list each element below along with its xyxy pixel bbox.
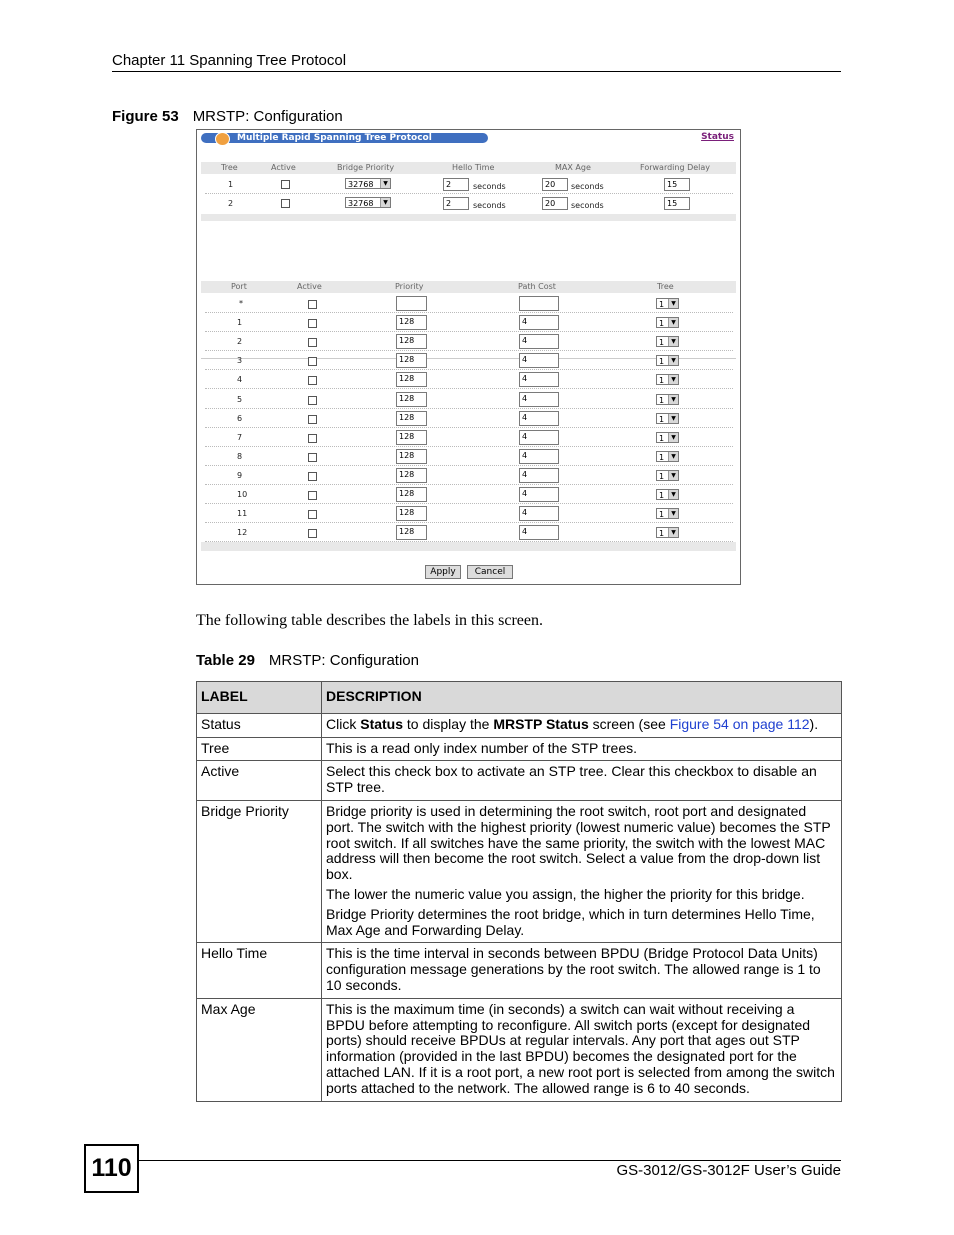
tree-active-checkbox[interactable] (281, 199, 290, 208)
hello-seconds-label: seconds (473, 182, 506, 191)
port-col-header-active: Active (297, 282, 322, 291)
forwarding-delay-input[interactable]: 15 (664, 197, 690, 210)
row-label: Tree (197, 737, 322, 761)
chevron-down-icon: ▼ (668, 509, 678, 518)
chevron-down-icon: ▼ (668, 318, 678, 327)
row-divider (205, 388, 733, 389)
max-age-input[interactable]: 20 (542, 178, 568, 191)
chevron-down-icon: ▼ (668, 433, 678, 442)
figure-54-link[interactable]: Figure 54 on page 112 (669, 715, 810, 732)
row-description: Click Status to display the MRSTP Status screen (see Figure 54 on page 112). (322, 713, 842, 737)
port-tree-select[interactable]: 1 ▼ (656, 374, 679, 385)
port-number: 5 (237, 394, 243, 404)
row-label: Hello Time (197, 943, 322, 998)
path-cost-input[interactable]: 4 (519, 525, 559, 540)
port-number: 7 (237, 432, 243, 442)
port-active-checkbox[interactable] (308, 396, 317, 405)
port-tree-select[interactable]: 1 ▼ (656, 394, 679, 405)
port-priority-input[interactable]: 128 (396, 372, 427, 387)
row-divider (205, 369, 733, 370)
port-priority-input[interactable]: 128 (396, 430, 427, 445)
port-active-checkbox[interactable] (308, 491, 317, 500)
port-number: 8 (237, 451, 243, 461)
screen-title-bar (201, 133, 488, 143)
path-cost-input[interactable]: 4 (519, 353, 559, 368)
port-priority-input[interactable]: 128 (396, 449, 427, 464)
table-label: Table 29 (196, 652, 255, 669)
chevron-down-icon: ▼ (668, 452, 678, 461)
page-number: 110 (84, 1144, 139, 1193)
port-priority-input[interactable]: 128 (396, 411, 427, 426)
port-tree-select[interactable]: 1 ▼ (656, 451, 679, 462)
chevron-down-icon: ▼ (668, 395, 678, 404)
path-cost-input[interactable]: 4 (519, 487, 559, 502)
port-number: 1 (237, 318, 243, 328)
max-age-seconds-label: seconds (571, 201, 604, 210)
port-tree-select[interactable]: 1 ▼ (656, 413, 679, 424)
screen-title: Multiple Rapid Spanning Tree Protocol (237, 133, 432, 143)
port-number: 2 (237, 337, 243, 347)
port-tree-select[interactable]: 1 ▼ (656, 489, 679, 500)
table-row (197, 800, 842, 942)
table-title: MRSTP: Configuration (268, 652, 419, 669)
row-divider (205, 312, 733, 313)
port-priority-input[interactable]: 128 (396, 525, 427, 540)
port-active-checkbox[interactable] (308, 357, 317, 366)
tree-col-header-forwarding-delay: Forwarding Delay (640, 163, 711, 172)
row-description: Select this check box to activate an STP tree. Clear this checkbox to disable an STP tree. (322, 761, 842, 801)
port-priority-input[interactable]: 128 (396, 506, 427, 521)
path-cost-input[interactable]: 4 (519, 430, 559, 445)
tree-col-header-active: Active (271, 163, 296, 172)
chevron-down-icon: ▼ (668, 356, 678, 365)
port-col-header-priority: Priority (395, 282, 424, 291)
tree-active-checkbox[interactable] (281, 180, 290, 189)
forwarding-delay-input[interactable]: 15 (664, 178, 690, 191)
tree-col-header-hello-time: Hello Time (452, 163, 495, 172)
chevron-down-icon: ▼ (668, 414, 678, 423)
port-priority-input[interactable]: 128 (396, 487, 427, 502)
port-tree-select[interactable]: 1 ▼ (656, 527, 679, 538)
port-tree-select[interactable]: 1 ▼ (656, 508, 679, 519)
chevron-down-icon: ▼ (668, 375, 678, 384)
label-description-table (196, 681, 842, 1102)
port-priority-input[interactable]: 128 (396, 353, 427, 368)
port-active-checkbox[interactable] (308, 453, 317, 462)
port-tree-select[interactable]: 1 ▼ (656, 355, 679, 366)
row-divider (205, 484, 733, 485)
bridge-priority-select[interactable]: 32768 ▼ (345, 178, 391, 189)
port-active-checkbox[interactable] (308, 319, 317, 328)
port-active-checkbox[interactable] (308, 415, 317, 424)
tree-index: 1 (228, 180, 234, 189)
hello-time-input[interactable]: 2 (443, 178, 469, 191)
table-header-row (197, 682, 842, 714)
path-cost-input[interactable] (519, 296, 559, 311)
header-rule (112, 71, 841, 72)
description-column-header: DESCRIPTION (322, 682, 842, 714)
max-age-input[interactable]: 20 (542, 197, 568, 210)
chevron-down-icon: ▼ (668, 337, 678, 346)
port-col-header-path-cost: Path Cost (518, 282, 556, 291)
port-active-checkbox[interactable] (308, 529, 317, 538)
chevron-down-icon: ▼ (668, 528, 678, 537)
guide-title: GS-3012/GS-3012F User’s Guide (616, 1162, 841, 1179)
figure-caption (112, 108, 343, 125)
port-footer-bar (201, 542, 736, 551)
port-number: * (239, 299, 243, 308)
port-col-header-port: Port (231, 282, 247, 291)
table-caption (196, 652, 419, 669)
row-divider (205, 427, 733, 428)
row-divider (205, 331, 733, 332)
mrstp-config-screenshot (196, 129, 741, 585)
port-header-bar (201, 281, 736, 293)
chevron-down-icon: ▼ (668, 471, 678, 480)
port-tree-select[interactable]: 1 ▼ (656, 317, 679, 328)
row-divider (205, 465, 733, 466)
row-divider (205, 503, 733, 504)
port-active-checkbox[interactable] (308, 376, 317, 385)
port-priority-input[interactable] (396, 296, 427, 311)
tree-col-header-max-age: MAX Age (555, 163, 591, 172)
port-number: 9 (237, 470, 243, 480)
tree-index: 2 (228, 199, 234, 208)
port-number: 11 (237, 509, 248, 519)
port-active-checkbox[interactable] (308, 472, 317, 481)
port-tree-select[interactable]: 1 ▼ (656, 470, 679, 481)
table-row (197, 737, 842, 761)
port-tree-select[interactable]: 1 ▼ (656, 336, 679, 347)
lead-text: The following table describes the labels in this screen. (196, 612, 544, 629)
port-priority-input[interactable]: 128 (396, 468, 427, 483)
port-tree-select[interactable]: 1 ▼ (656, 432, 679, 443)
hello-seconds-label: seconds (473, 201, 506, 210)
path-cost-input[interactable]: 4 (519, 468, 559, 483)
path-cost-input[interactable]: 4 (519, 315, 559, 330)
port-tree-select[interactable]: 1 ▼ (656, 298, 679, 309)
apply-button[interactable]: Apply (425, 565, 461, 579)
port-col-header-tree: Tree (657, 282, 674, 291)
table-row (197, 761, 842, 801)
title-bullet-icon (215, 132, 230, 146)
row-description: This is the maximum time (in seconds) a switch can wait without receiving a BPDU before attempting to reconfigure. All switch ports (except for designated ports) should receive BPDUs at regular intervals. Any port that ages out STP information (provided in the last BPDU) becomes the designated port for the attached LAN. If it is a root port, a new root port is selected from among the switch ports attached to the network. The allowed range is 6 to 40 seconds. (322, 998, 842, 1101)
port-active-checkbox[interactable] (308, 510, 317, 519)
tree-footer-bar (201, 214, 736, 221)
table-row (197, 943, 842, 998)
path-cost-input[interactable]: 4 (519, 506, 559, 521)
row-divider (205, 350, 733, 351)
port-active-checkbox[interactable] (308, 300, 317, 309)
path-cost-input[interactable]: 4 (519, 334, 559, 349)
path-cost-input[interactable]: 4 (519, 449, 559, 464)
table-row (197, 998, 842, 1101)
path-cost-input[interactable]: 4 (519, 372, 559, 387)
tree-col-header-bridge-priority: Bridge Priority (337, 163, 395, 172)
figure-label: Figure 53 (112, 108, 179, 125)
port-number: 3 (237, 356, 243, 366)
port-priority-input[interactable]: 128 (396, 392, 427, 407)
port-number: 4 (237, 375, 243, 385)
max-age-seconds-label: seconds (571, 182, 604, 191)
port-number: 10 (237, 490, 248, 499)
row-divider (205, 193, 733, 194)
tree-col-header-tree: Tree (221, 163, 238, 172)
port-active-checkbox[interactable] (308, 338, 317, 347)
row-description: This is a read only index number of the STP trees. (322, 737, 842, 761)
row-label: Status (197, 713, 322, 737)
chapter-header: Chapter 11 Spanning Tree Protocol (112, 52, 347, 69)
chevron-down-icon: ▼ (668, 490, 678, 499)
status-link[interactable]: Status (701, 132, 734, 142)
label-column-header: LABEL (197, 682, 322, 714)
row-description: Bridge priority is used in determining the root switch, root port and designated port. The switch with the highest priority (lowest numeric value) becomes the STP root switch. If all switches have the same priority, the switch with the lowest MAC address will then become the root switch. Select a value from the drop-down list box. The lower the numeric value you assign, the higher the priority for this bridge. Bridge Priority determines the root bridge, which in turn determines Hello Time, Max Age and Forwarding Delay. (322, 800, 842, 942)
port-priority-input[interactable]: 128 (396, 334, 427, 349)
row-divider (205, 522, 733, 523)
port-priority-input[interactable]: 128 (396, 315, 427, 330)
cancel-button[interactable]: Cancel (467, 565, 513, 579)
chevron-down-icon: ▼ (380, 198, 390, 207)
row-divider (205, 446, 733, 447)
bridge-priority-select[interactable]: 32768 ▼ (345, 197, 391, 208)
chevron-down-icon: ▼ (668, 299, 678, 308)
path-cost-input[interactable]: 4 (519, 411, 559, 426)
hello-time-input[interactable]: 2 (443, 197, 469, 210)
chevron-down-icon: ▼ (380, 179, 390, 188)
port-number: 12 (237, 528, 248, 538)
row-label: Active (197, 761, 322, 801)
row-description: This is the time interval in seconds between BPDU (Bridge Protocol Data Units) configuration message generations by the root switch. The allowed range is 1 to 10 seconds. (322, 943, 842, 998)
row-label: Max Age (197, 998, 322, 1101)
port-active-checkbox[interactable] (308, 434, 317, 443)
footer-rule (139, 1160, 841, 1161)
path-cost-input[interactable]: 4 (519, 392, 559, 407)
port-number: 6 (237, 413, 243, 423)
row-label: Bridge Priority (197, 800, 322, 942)
table-row (197, 713, 842, 737)
row-divider (205, 408, 733, 409)
figure-title: MRSTP: Configuration (192, 108, 343, 125)
